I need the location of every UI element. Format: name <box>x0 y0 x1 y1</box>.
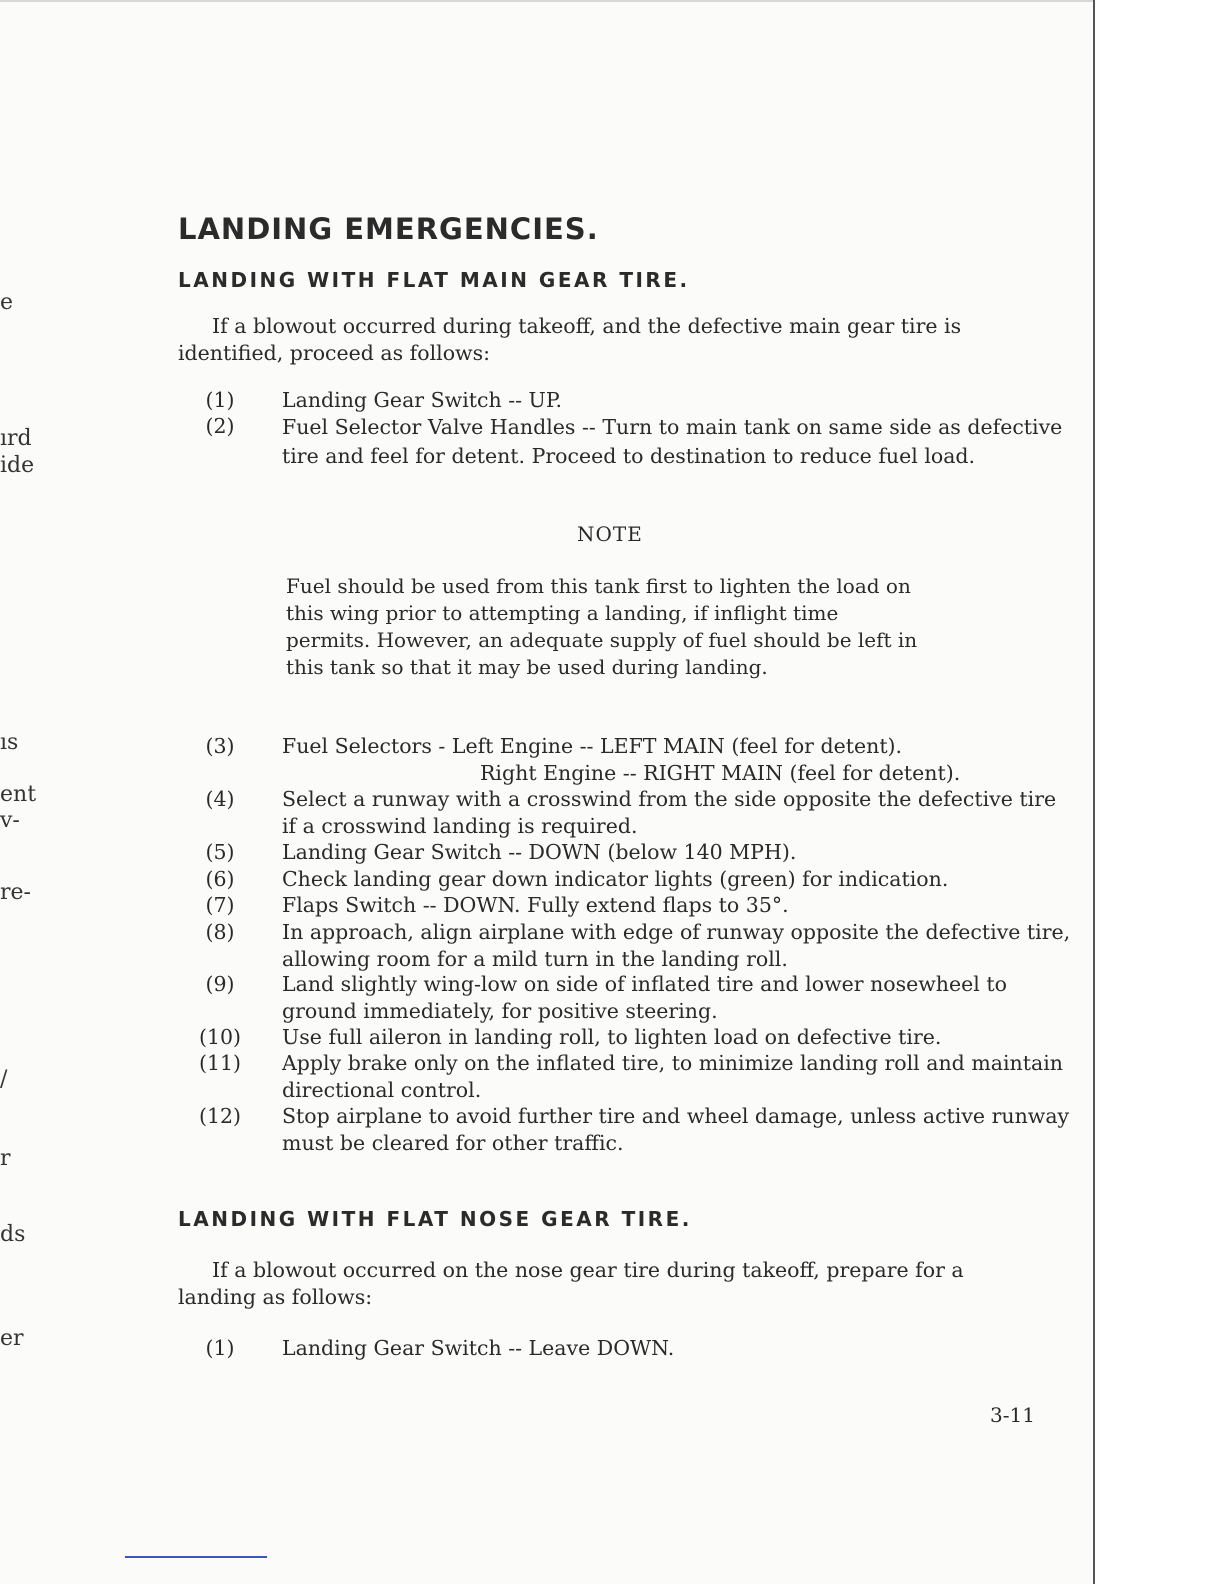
step-text: Landing Gear Switch -- Leave DOWN. <box>282 1336 675 1360</box>
step-number: (1) <box>205 1336 235 1360</box>
step-number: (8) <box>205 920 235 944</box>
section-heading-main-gear: LANDING WITH FLAT MAIN GEAR TIRE. <box>178 268 690 292</box>
step-text: Landing Gear Switch -- DOWN (below 140 MPH). <box>282 840 797 864</box>
step-text <box>282 733 1072 786</box>
gutter-fragment: ıs <box>0 730 19 755</box>
step-text: Check landing gear down indicator lights (green) for indication. <box>282 867 949 891</box>
step-number: (10) <box>198 1025 242 1049</box>
step-text: Flaps Switch -- DOWN. Fully extend flaps to 35°. <box>282 893 789 917</box>
gutter-fragment: ırd <box>0 426 32 451</box>
scan-margin <box>1095 0 1224 1584</box>
intro-paragraph: If a blowout occurred on the nose gear tire during takeoff, prepare for a landing as follows: <box>178 1258 964 1309</box>
step-number: (9) <box>205 972 235 996</box>
step-text: Stop airplane to avoid further tire and wheel damage, unless active runway must be cleared for other traffic. <box>282 1104 1070 1155</box>
step-text: Landing Gear Switch -- UP. <box>282 388 562 412</box>
step-text: Land slightly wing-low on side of inflated tire and lower nosewheel to ground immediately, for positive steering. <box>282 972 1007 1023</box>
step-text: Use full aileron in landing roll, to lighten load on defective tire. <box>282 1025 942 1049</box>
gutter-fragment: e <box>0 290 14 315</box>
gutter-fragment: / <box>0 1067 8 1092</box>
step-number: (3) <box>205 734 235 758</box>
page-number: 3-11 <box>990 1403 1035 1427</box>
step-number: (1) <box>205 388 235 412</box>
step-number: (11) <box>198 1051 242 1075</box>
section-heading-nose-gear: LANDING WITH FLAT NOSE GEAR TIRE. <box>178 1207 692 1231</box>
step-text: In approach, align airplane with edge of runway opposite the defective tire, allowing room for a mild turn in the landing roll. <box>282 920 1071 971</box>
step-number: (7) <box>205 893 235 917</box>
gutter-fragment: ent <box>0 782 37 807</box>
step-text: Apply brake only on the inflated tire, to minimize landing roll and maintain directional control. <box>282 1051 1063 1102</box>
gutter-fragment: re- <box>0 880 31 905</box>
gutter-fragment: r <box>0 1146 11 1171</box>
step-number: (4) <box>205 787 235 811</box>
gutter-fragment: ide <box>0 453 35 478</box>
gutter-fragment: er <box>0 1326 24 1351</box>
step-text: Select a runway with a crosswind from the side opposite the defective tire if a crosswind landing is required. <box>282 787 1057 838</box>
step-text-line: Fuel Selectors - Left Engine -- LEFT MAIN (feel for detent). <box>282 734 903 758</box>
step-text-line: Right Engine -- RIGHT MAIN (feel for detent). <box>480 760 961 785</box>
step-number: (2) <box>205 414 235 438</box>
note-title: NOTE <box>577 522 643 546</box>
gutter-fragment: ds <box>0 1222 26 1247</box>
step-number: (12) <box>198 1104 242 1128</box>
step-number: (5) <box>205 840 235 864</box>
link-underline <box>125 1556 267 1558</box>
step-number: (6) <box>205 867 235 891</box>
top-edge-line <box>0 0 1093 2</box>
page-title: LANDING EMERGENCIES. <box>178 212 599 246</box>
intro-paragraph: If a blowout occurred during takeoff, and the defective main gear tire is identified, proceed as follows: <box>178 314 962 365</box>
step-text: Fuel Selector Valve Handles -- Turn to main tank on same side as defective tire and feel for detent. Proceed to destination to reduce fuel load. <box>282 415 1063 468</box>
note-text: Fuel should be used from this tank first to lighten the load on this wing prior to attempting a landing, if inflight time permits. However, an adequate supply of fuel should be left in this tank so that it may be used during landing. <box>286 574 918 679</box>
gutter-fragment: v- <box>0 808 20 833</box>
